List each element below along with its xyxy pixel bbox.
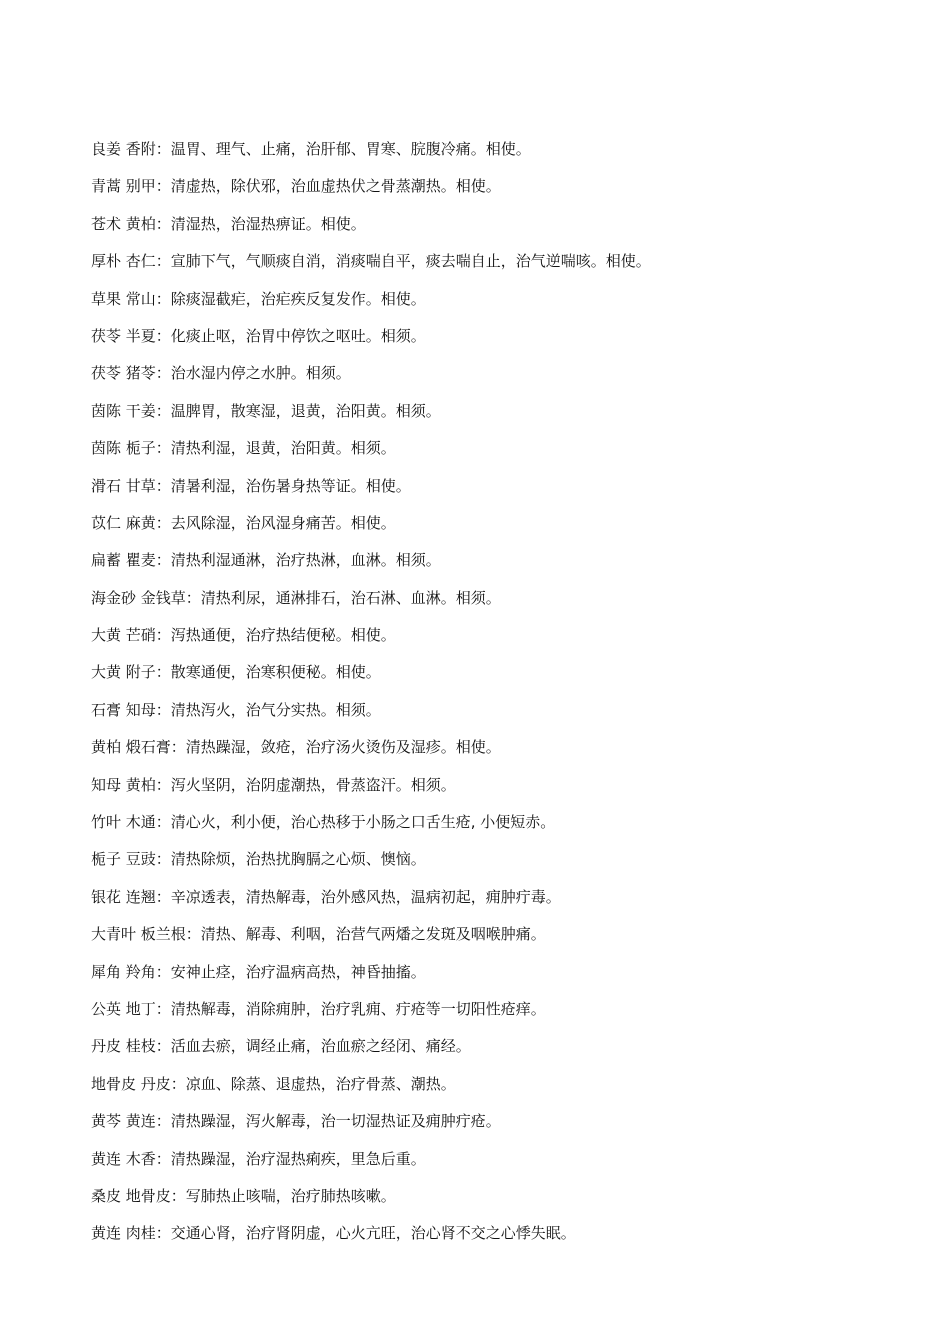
herb-pair-entry: 青蒿 别甲：清虚热，除伏邪，治血虚热伏之骨蒸潮热。相使。 <box>91 177 501 196</box>
herb-pair-entry: 公英 地丁：清热解毒，消除痈肿，治疗乳痈、疔疮等一切阳性疮痒。 <box>91 999 546 1018</box>
herb-pair-entry: 滑石 甘草：清暑利湿，治伤暑身热等证。相使。 <box>91 476 411 495</box>
herb-pair-entry: 海金砂 金钱草：清热利尿，通淋排石，治石淋、血淋。相须。 <box>91 588 501 607</box>
herb-pair-entry: 大黄 芒硝：泻热通便，治疗热结便秘。相使。 <box>91 626 396 645</box>
herb-pair-entry: 知母 黄柏：泻火坚阴，治阴虚潮热，骨蒸盗汗。相须。 <box>91 775 456 794</box>
herb-pair-entry: 茯苓 猪苓：治水湿内停之水肿。相须。 <box>91 364 351 383</box>
herb-pair-entry: 地骨皮 丹皮：凉血、除蒸、退虚热，治疗骨蒸、潮热。 <box>91 1074 456 1093</box>
herb-pair-entry: 桑皮 地骨皮：写肺热止咳喘，治疗肺热咳嗽。 <box>91 1186 396 1205</box>
herb-pair-entry: 大黄 附子：散寒通便，治寒积便秘。相使。 <box>91 663 381 682</box>
herb-pair-entry: 良姜 香附：温胃、理气、止痛，治肝郁、胃寒、脘腹冷痛。相使。 <box>91 140 531 158</box>
herb-pair-entry: 黄芩 黄连：清热躁湿，泻火解毒，治一切湿热证及痈肿疔疮。 <box>91 1112 501 1131</box>
herb-pair-entry: 竹叶 木通：清心火，利小便，治心热移于小肠之口舌生疮, 小便短赤。 <box>91 813 556 832</box>
herb-pair-entry: 栀子 豆豉：清热除烦，治热扰胸膈之心烦、懊恼。 <box>91 850 426 869</box>
herb-pair-entry: 苡仁 麻黄：去风除湿，治风湿身痛苦。相使。 <box>91 513 396 532</box>
herb-pair-entry: 茵陈 干姜：温脾胃，散寒湿，退黄，治阳黄。相须。 <box>91 401 441 420</box>
herb-pair-entry: 黄柏 煅石膏：清热躁湿，敛疮，治疗汤火烫伤及湿疹。相使。 <box>91 738 501 757</box>
herb-pair-entry: 苍术 黄柏：清湿热，治湿热痹证。相使。 <box>91 214 366 233</box>
herb-pair-entry: 大青叶 板兰根：清热、解毒、利咽，治营气两燔之发斑及咽喉肿痛。 <box>91 925 546 944</box>
herb-pair-entry: 石膏 知母：清热泻火，治气分实热。相须。 <box>91 700 381 719</box>
herb-pair-list <box>91 137 911 1259</box>
herb-pair-entry: 黄连 肉桂：交通心肾，治疗肾阴虚，心火亢旺，治心肾不交之心悸失眠。 <box>91 1224 576 1243</box>
herb-pair-entry: 扁蓄 瞿麦：清热利湿通淋，治疗热淋，血淋。相须。 <box>91 551 441 570</box>
herb-pair-entry: 厚朴 杏仁：宣肺下气，气顺痰自消，消痰喘自平，痰去喘自止，治气逆喘咳。相使。 <box>91 252 651 271</box>
herb-pair-entry: 黄连 木香：清热躁湿，治疗湿热痢疾，里急后重。 <box>91 1149 426 1168</box>
herb-pair-entry: 草果 常山：除痰湿截疟，治疟疾反复发作。相使。 <box>91 289 426 308</box>
herb-pair-entry: 犀角 羚角：安神止痉，治疗温病高热，神昏抽搐。 <box>91 962 426 981</box>
herb-pair-entry: 丹皮 桂枝：活血去瘀，调经止痛，治血瘀之经闭、痛经。 <box>91 1037 471 1056</box>
herb-pair-entry: 茯苓 半夏：化痰止呕，治胃中停饮之呕吐。相须。 <box>91 326 426 345</box>
herb-pair-entry: 银花 连翘：辛凉透表，清热解毒，治外感风热，温病初起，痈肿疔毒。 <box>91 887 561 906</box>
herb-pair-entry: 茵陈 栀子：清热利湿，退黄，治阳黄。相须。 <box>91 439 396 458</box>
